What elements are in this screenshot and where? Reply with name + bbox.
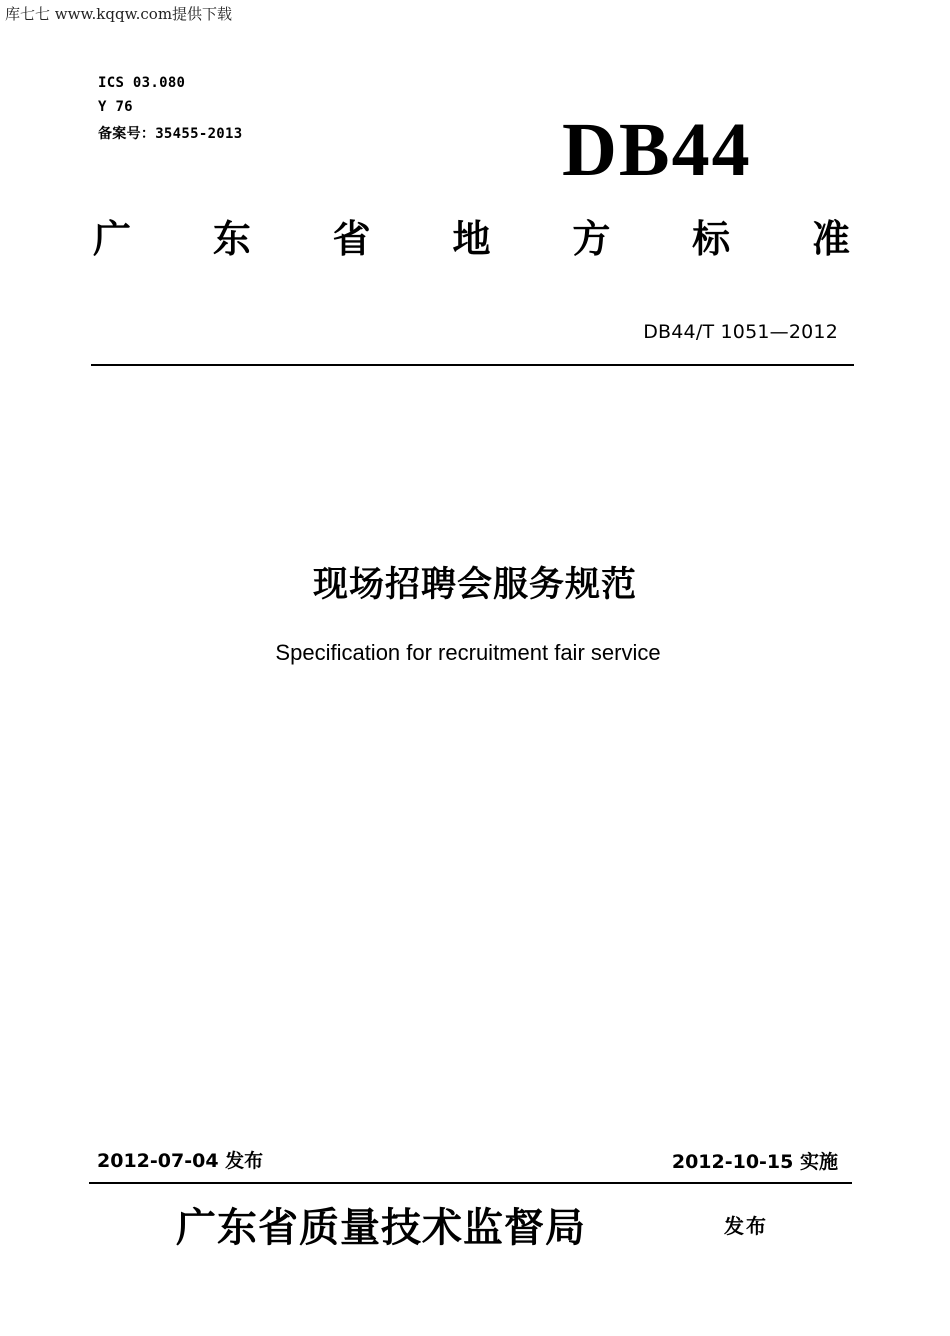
footer-divider	[89, 1182, 852, 1184]
standard-type-heading	[93, 217, 850, 261]
filing-number: 备案号：35455-2013	[98, 126, 243, 142]
standard-type-char: 方	[572, 217, 611, 261]
issuer-publish-label: 发布	[724, 1214, 768, 1238]
standard-type-char: 广	[93, 217, 132, 261]
classification-code: Y 76	[98, 99, 133, 115]
standard-type-char: 东	[212, 217, 251, 261]
standard-type-char: 准	[811, 217, 850, 261]
standard-type-char: 地	[452, 217, 491, 261]
standard-type-char: 省	[332, 217, 371, 261]
publish-date: 2012-07-04 发布	[97, 1150, 264, 1172]
issuing-authority: 广东省质量技术监督局	[176, 1204, 586, 1251]
implement-date: 2012-10-15 实施	[671, 1151, 838, 1173]
document-title-english: Specification for recruitment fair service	[275, 640, 661, 665]
document-title-chinese: 现场招聘会服务规范	[312, 565, 637, 605]
standard-type-char: 标	[692, 217, 731, 261]
watermark-text: 库七七 www.kqqw.com提供下载	[5, 5, 233, 23]
db44-logo: DB44	[562, 108, 752, 192]
standard-number: DB44/T 1051—2012	[643, 321, 838, 343]
header-divider	[91, 364, 854, 366]
ics-code: ICS 03.080	[98, 75, 186, 91]
